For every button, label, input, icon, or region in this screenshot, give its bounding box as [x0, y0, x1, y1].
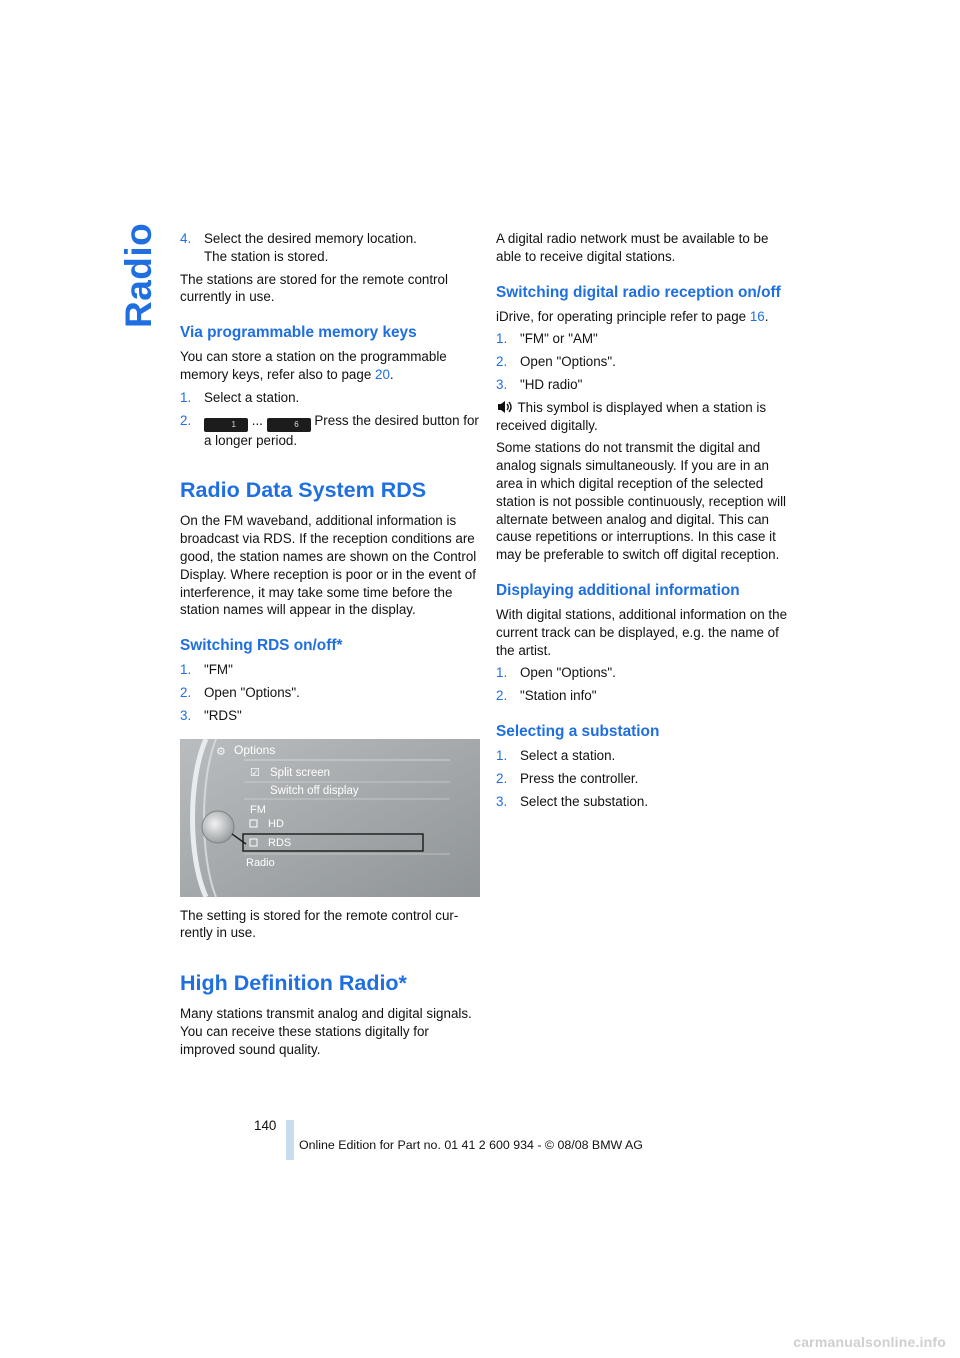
list-item — [180, 389, 480, 407]
step-number: 3. — [180, 707, 192, 723]
memory-key-6-icon: 6 — [267, 418, 311, 432]
step-text: "FM" or "AM" — [520, 331, 598, 347]
idrive-text: iDrive, for operating principle refer to page — [496, 308, 750, 324]
idrive-end: . — [764, 308, 769, 324]
list-item — [180, 684, 480, 702]
section-tab-label: Radio — [118, 222, 159, 328]
screen-title: Options — [234, 742, 276, 757]
heading-memory-keys: Via programmable memory keys — [180, 324, 417, 342]
page-link-20[interactable]: 20 — [375, 366, 390, 382]
list-item — [496, 330, 796, 348]
memory-intro-text: You can store a station on the programmable memory keys, refer also to page — [180, 349, 447, 382]
symbol-note-text: This symbol is displayed when a station is received digitally. — [496, 399, 767, 433]
edition-text: Online Edition for Part no. 01 41 2 600 934 - © 08/08 BMW AG — [299, 1138, 643, 1152]
control-display-screenshot — [180, 739, 480, 897]
heading-hd-radio: High Definition Radio* — [180, 971, 407, 996]
heading-switch-digital: Switching digital radio reception on/off — [496, 283, 781, 301]
step-number: 1. — [180, 389, 192, 405]
step-number: 1. — [496, 747, 508, 763]
heading-substation: Selecting a substation — [496, 722, 660, 740]
step-text: Select a station. — [520, 747, 616, 763]
list-item — [496, 376, 796, 394]
step-text: Select a station. — [204, 389, 300, 405]
footer-bar — [286, 1120, 294, 1160]
step-text: Open "Options". — [520, 665, 616, 681]
step-line: The station is stored. — [204, 248, 329, 264]
list-item — [180, 707, 480, 725]
analog-note: Some stations do not transmit the digital and analog signals simultaneously. If you are in an area in which digital reception of the selected station is not possible continuously, reception will alternate between analog and digital. This can cause repetitions or interruptions. In this case it may be preferable to switch off digital reception. — [496, 440, 787, 563]
left-column — [180, 230, 480, 1064]
screen-group-fm: FM — [250, 803, 266, 816]
heading-additional-info: Displaying additional information — [496, 581, 740, 599]
gear-icon: ⚙ — [216, 744, 226, 758]
rds-intro: On the FM waveband, additional information is broadcast via RDS. If the reception conditions are good, the station names are shown on the Control Display. Where reception is poor or in the event of interference, it may take some time before the station names will appear in the display. — [180, 513, 477, 618]
page-number: 140 — [254, 1118, 277, 1133]
step-text-rest: Press the desired button for a longer period. — [204, 412, 479, 448]
step-text: "RDS" — [204, 707, 242, 723]
idrive-note — [496, 308, 796, 326]
list-item — [180, 412, 480, 450]
step-text — [204, 412, 480, 450]
step-text: Open "Options". — [520, 354, 616, 370]
memory-key-1-icon: 1 — [204, 418, 248, 432]
step-number: 2. — [180, 412, 192, 428]
ellipsis: ... — [251, 412, 263, 428]
step-text: Press the controller. — [520, 770, 639, 786]
heading-rds-switch: Switching RDS on/off* — [180, 637, 343, 655]
heading-rds: Radio Data System RDS — [180, 478, 427, 503]
list-item — [496, 664, 796, 682]
screen-item-rds: RDS — [268, 836, 292, 849]
list-item — [496, 353, 796, 371]
screen-item-split-screen: Split screen — [270, 766, 331, 779]
step-number: 1. — [496, 665, 508, 681]
list-item — [180, 661, 480, 679]
step-number: 4. — [180, 231, 192, 246]
step-text: "HD radio" — [520, 376, 583, 392]
step-number: 3. — [496, 793, 508, 809]
step-number: 2. — [180, 684, 192, 700]
hd-signal-icon — [496, 400, 514, 414]
step-text — [204, 230, 480, 266]
additional-intro: With digital stations, additional information on the current track can be displayed, e.g. the name of the artist. — [496, 606, 788, 658]
step-number: 3. — [496, 376, 508, 392]
memory-intro — [180, 348, 480, 384]
symbol-note — [496, 399, 796, 435]
checked-box-icon: ☑ — [250, 765, 260, 779]
page-footer — [0, 1118, 960, 1162]
step-line: Select the desired memory location. — [204, 231, 417, 246]
step-number: 2. — [496, 770, 508, 786]
list-item — [496, 793, 796, 811]
network-note: A digital radio network must be available to be able to receive digital stations. — [496, 231, 769, 264]
step-text: Select the substation. — [520, 793, 649, 809]
step-text: Open "Options". — [204, 684, 300, 700]
memory-intro-end: . — [389, 366, 394, 382]
list-item — [496, 687, 796, 705]
step-number: 1. — [180, 662, 192, 678]
stored-note: The stations are stored for the remote control currently in use. — [180, 271, 448, 305]
hd-intro: Many stations transmit analog and digital signals. You can receive these stations digitally for improved sound quality. — [180, 1006, 472, 1057]
screen-group-radio: Radio — [246, 856, 275, 869]
step-text: "FM" — [204, 662, 233, 678]
right-column — [496, 230, 796, 815]
step-text: "Station info" — [520, 688, 597, 704]
watermark: carmanualsonline.info — [793, 1334, 946, 1350]
section-tab — [118, 218, 158, 328]
screen-item-switch-off: Switch off display — [270, 784, 359, 797]
list-item — [496, 747, 796, 765]
list-item — [496, 770, 796, 788]
setting-note: The setting is stored for the remote control currently in use. — [180, 907, 459, 941]
page-link-16[interactable]: 16 — [749, 308, 765, 324]
step-number: 1. — [496, 331, 508, 347]
step-number: 2. — [496, 354, 508, 370]
step-number: 2. — [496, 688, 508, 704]
step-4 — [180, 230, 480, 266]
screen-item-hd: HD — [268, 817, 284, 830]
